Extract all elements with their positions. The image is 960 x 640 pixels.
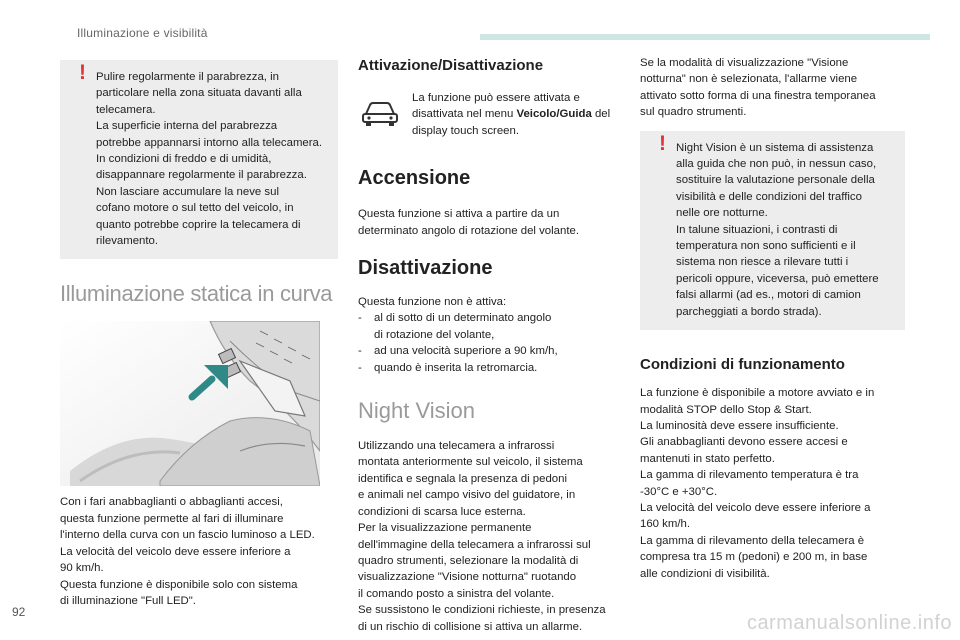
- camera-warning-box: [60, 60, 338, 259]
- page-number: 92: [12, 605, 26, 619]
- disattivazione-list: [358, 310, 620, 376]
- night-vision-warning-text: Night Vision è un sistema di assistenza alla guida che non può, in nessun caso, sostituire la valutazione personale della visibilità e delle condizioni del traffico nelle ore notturne. In talune situazioni, i contrasti di temperatura non sono sufficienti e il sistema non riesce a rilevare tutti i pericoli oppure, viceversa, può emettere falsi allarmi (ad es., motori di camion parcheggiati a bordo strada).: [676, 141, 879, 318]
- car-settings-icon: [360, 98, 400, 128]
- disattivazione-title: Disattivazione: [358, 257, 493, 280]
- camera-warning-text: Pulire regolarmente il parabrezza, in particolare nella zona situata davanti alla telecamera. La superficie interna del parabrezza potrebbe appannarsi intorno alla telecamera. In condizioni di freddo e di umidità, disappannare regolarmente il parabrezza. Non lasciare accumulare la neve sul cofano motore o sul tetto del veicolo, in quanto potrebbe coprire la telecamera di rilevamento.: [96, 71, 323, 248]
- night-vision-title: Night Vision: [358, 398, 475, 424]
- static-cornering-title: Illuminazione statica in curva: [60, 281, 333, 307]
- list-item: - ad una velocità superiore a 90 km/h,: [358, 343, 620, 359]
- header-title: Illuminazione e visibilità: [77, 26, 208, 40]
- alarm-intro-text: Se la modalità di visualizzazione "Visione notturna" non è selezionata, l'allarme viene attivato sotto forma di una finestra temporanea sul quadro strumenti.: [640, 57, 876, 119]
- activation-text: La funzione può essere attivata e disattivata nel menu Veicolo/Guida del display touch screen.: [412, 92, 611, 137]
- night-vision-text: Utilizzando una telecamera a infrarossi montata anteriormente sul veicolo, il sistema identifica e segnala la presenza di pedoni e animali nel campo visivo del guidatore, in condizioni di scarsa luce esterna. Per la visualizzazione permanente dell'immagine della telecamera a infrarossi sul quadro strumenti, selezionare la modalità di visualizzazione "Visione notturna" ruotando il comando posto a sinistra del volante. Se sussistono le condizioni richieste, in presenza di un rischio di collisione si attiva un allarme.: [358, 440, 606, 633]
- operating-conditions-text: La funzione è disponibile a motore avviato e in modalità STOP dello Stop & Start. La luminosità deve essere insufficiente. Gli anabbaglianti devono essere accesi e mantenuti in stato perfetto. La gamma di rilevamento temperatura è tra -30°C e +30°C. La velocità del veicolo deve essere inferiore a 160 km/h. La gamma di rilevamento della telecamera è compresa tra 15 m (pedoni) e 200 m, in base alle condizioni di visibilità.: [640, 387, 875, 580]
- night-vision-warning-box: [640, 131, 905, 330]
- header-accent-bar: [480, 34, 930, 40]
- menu-path: Veicolo/Guida: [516, 108, 592, 121]
- operating-conditions-title: Condizioni di funzionamento: [640, 356, 845, 374]
- activation-title: Attivazione/Disattivazione: [358, 57, 544, 74]
- disattivazione-intro: Questa funzione non è attiva:: [358, 296, 507, 309]
- column-left: [60, 60, 338, 609]
- list-item: - quando è inserita la retromarcia.: [358, 360, 620, 376]
- column-right: [640, 55, 905, 582]
- static-cornering-text: Con i fari anabbaglianti o abbaglianti accesi, questa funzione permette al fari di illuminare l'interno della curva con un fascio luminoso a LED. La velocità del veicolo deve essere inferiore a 90 km/h. Questa funzione è disponibile solo con sistema di illuminazione "Full LED".: [60, 496, 315, 607]
- column-middle: [358, 55, 620, 635]
- warning-icon: !: [659, 131, 666, 155]
- accensione-title: Accensione: [358, 167, 471, 190]
- watermark: carmanualsonline.info: [746, 612, 952, 634]
- headlight-photo: [60, 321, 320, 486]
- warning-icon: !: [79, 61, 86, 84]
- accensione-text: Questa funzione si attiva a partire da un determinato angolo di rotazione del volante.: [358, 208, 579, 237]
- list-item: - al di sotto di un determinato angolo di rotazione del volante,: [358, 310, 620, 343]
- activation-row: [358, 90, 620, 139]
